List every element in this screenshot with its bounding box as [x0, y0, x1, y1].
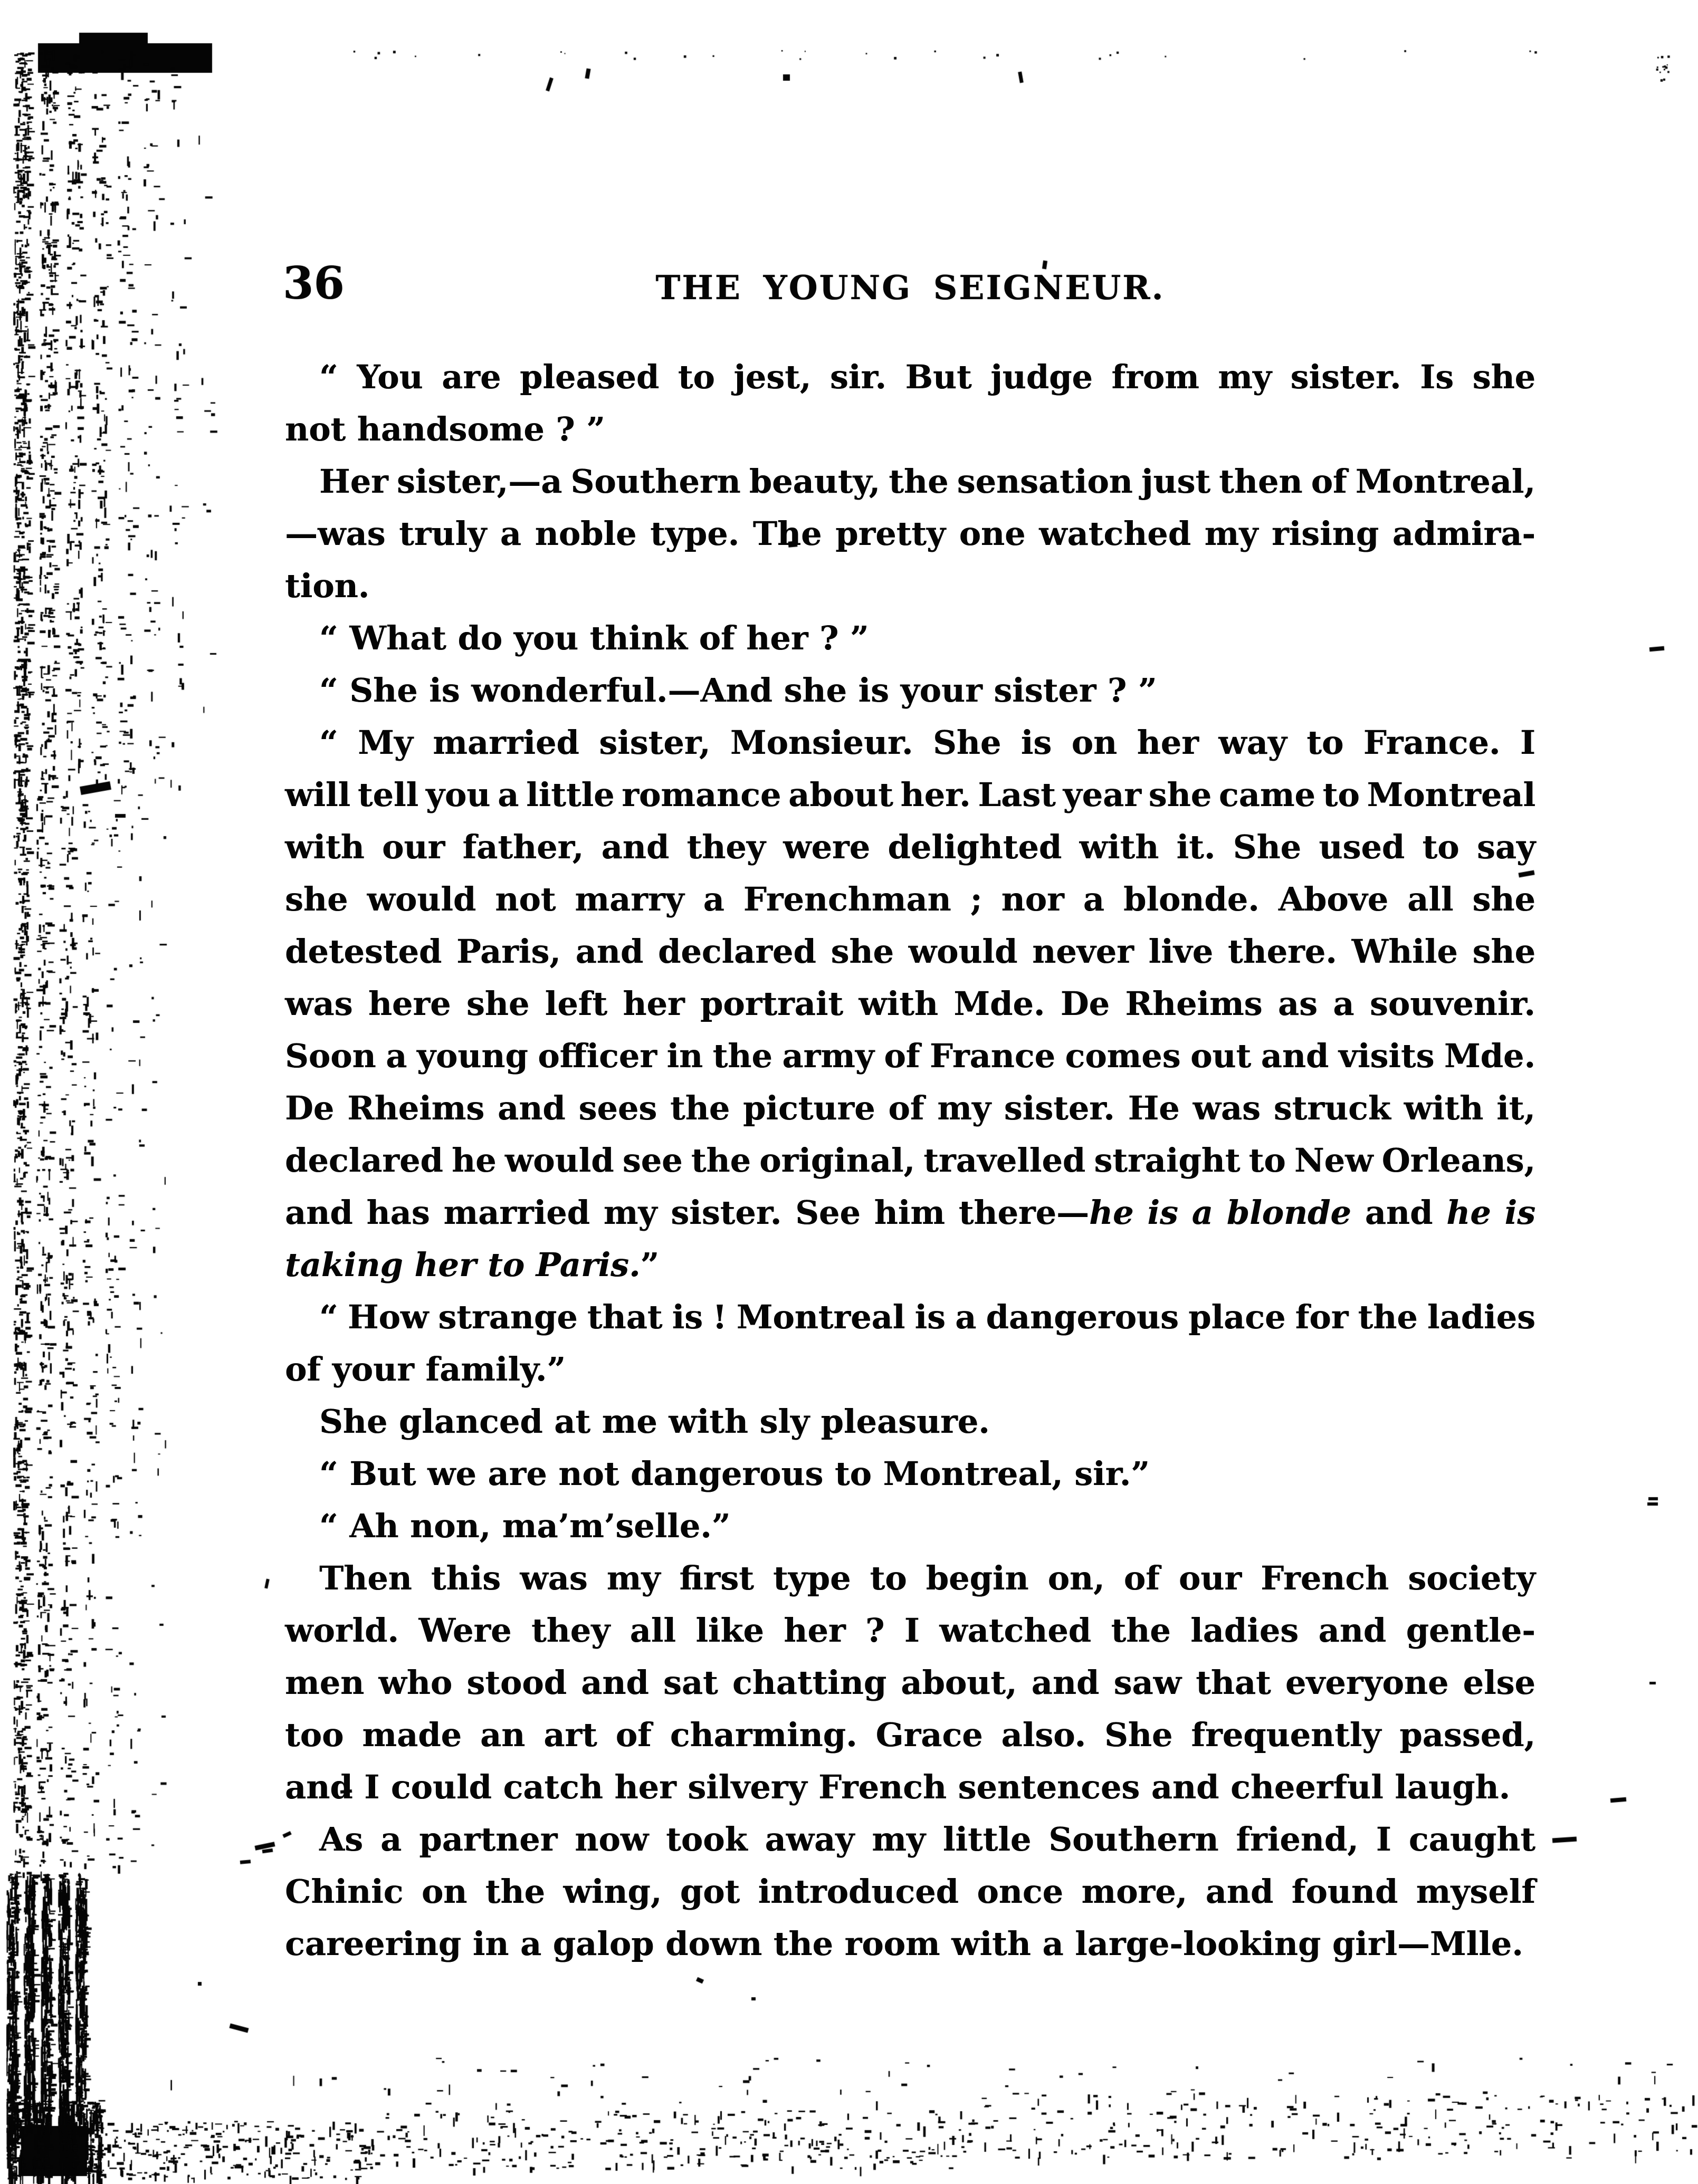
text-word: ;: [970, 880, 982, 918]
text-word: and: [601, 828, 670, 866]
text-word: Paris,: [456, 932, 561, 971]
text-segment: not handsome ? ”: [285, 410, 605, 448]
text-word: My: [358, 723, 413, 762]
text-word: She: [1233, 828, 1301, 866]
text-word: original,: [759, 1141, 915, 1180]
text-word: men: [285, 1663, 365, 1702]
text-line: [285, 769, 1535, 821]
text-word: to: [870, 1559, 907, 1597]
text-word: begin: [926, 1559, 1029, 1597]
text-word: my: [606, 1559, 661, 1597]
text-segment: ”: [640, 1246, 660, 1284]
text-word: on,: [1047, 1559, 1105, 1597]
text-word: as: [1277, 984, 1318, 1023]
text-word: visits: [1338, 1037, 1435, 1075]
text-word: would: [908, 932, 1018, 971]
text-word: him: [874, 1193, 945, 1232]
text-word: she: [466, 984, 530, 1023]
running-title: THE YOUNG SEIGNEUR.: [655, 268, 1165, 307]
text-word: noble: [535, 514, 637, 553]
text-segment: “ But we are not dangerous to Montreal, sir.”: [319, 1454, 1150, 1493]
text-line: [285, 1343, 1535, 1395]
text-word: But: [905, 358, 972, 396]
text-word: for: [1295, 1298, 1349, 1336]
text-word: married: [443, 1193, 590, 1232]
text-word: type.: [650, 514, 740, 553]
text-word: charming.: [670, 1716, 857, 1754]
text-word: it,: [1496, 1089, 1535, 1127]
text-word: she: [1472, 880, 1535, 918]
text-word: Mde.: [953, 984, 1045, 1023]
text-segment: “ What do you think of her ? ”: [319, 619, 869, 657]
text-word: strange: [438, 1298, 578, 1336]
text-word: judge: [990, 358, 1093, 396]
text-word: were: [783, 828, 871, 866]
text-word: to: [1248, 1141, 1286, 1180]
text-word: all: [629, 1611, 676, 1650]
text-word: first: [679, 1559, 754, 1597]
text-word: picture: [743, 1089, 875, 1127]
text-line: [285, 1186, 1535, 1239]
text-word: De: [1060, 984, 1110, 1023]
text-word: a: [380, 1820, 402, 1859]
text-word: now: [575, 1820, 649, 1859]
text-line: [285, 1395, 1535, 1448]
text-word: of: [1311, 462, 1347, 501]
text-word: Southern: [570, 462, 741, 501]
text-word: souvenir.: [1369, 984, 1535, 1023]
text-word: sensation: [957, 462, 1133, 501]
text-word: she: [831, 932, 894, 971]
text-word: Montreal: [736, 1298, 905, 1336]
text-word: Were: [418, 1611, 512, 1650]
text-word: with: [285, 828, 365, 866]
text-word: would: [504, 1141, 614, 1180]
text-line: [285, 1448, 1535, 1500]
text-word: married: [433, 723, 579, 762]
text-word: an: [480, 1716, 526, 1754]
text-word: from: [1111, 358, 1199, 396]
text-word: struck: [1273, 1089, 1391, 1127]
text-word: got: [680, 1872, 740, 1911]
text-word: the: [712, 1037, 772, 1075]
text-word: Chinic: [285, 1872, 404, 1911]
text-word: her.: [900, 775, 971, 814]
text-word: on: [1071, 723, 1118, 762]
text-word: with: [858, 984, 938, 1023]
text-word: is: [1147, 1193, 1178, 1232]
text-word: sir.: [829, 358, 886, 396]
text-word: France.: [1363, 723, 1501, 762]
text-word: else: [1463, 1663, 1535, 1702]
text-word: the: [670, 1089, 730, 1127]
text-word: She: [932, 723, 1001, 762]
text-word: used: [1319, 828, 1405, 866]
text-word: with: [1079, 828, 1159, 866]
text-word: De: [285, 1089, 335, 1127]
text-word: comes: [1065, 1037, 1181, 1075]
text-line: [285, 716, 1535, 769]
text-word: a: [500, 514, 521, 553]
text-word: my: [1218, 358, 1272, 396]
text-word: —was: [285, 514, 386, 553]
text-line: [285, 1918, 1535, 1970]
text-word: truly: [399, 514, 487, 553]
text-word: nor: [1001, 880, 1064, 918]
text-word: romance: [622, 775, 781, 814]
text-word: away: [765, 1820, 855, 1859]
text-word: once: [977, 1872, 1063, 1911]
text-word: declared: [285, 1141, 443, 1180]
text-word: say: [1476, 828, 1535, 866]
text-word: and: [1205, 1872, 1274, 1911]
text-word: they: [531, 1611, 610, 1650]
text-word: and: [1318, 1611, 1387, 1650]
text-word: young: [416, 1037, 528, 1075]
text-word: watched: [1039, 514, 1191, 553]
text-word: society: [1408, 1559, 1535, 1597]
text-word: a: [1083, 880, 1104, 918]
text-word: sister.: [671, 1193, 782, 1232]
text-word: Her: [319, 462, 388, 501]
text-word: tell: [357, 775, 419, 814]
text-word: to: [1306, 723, 1344, 762]
text-word: type: [772, 1559, 851, 1597]
text-word: officer: [538, 1037, 657, 1075]
text-word: Southern: [1048, 1820, 1219, 1859]
text-word: little: [942, 1820, 1032, 1859]
text-word: The: [752, 514, 822, 553]
text-line: [285, 351, 1535, 403]
text-word: the: [691, 1141, 751, 1180]
text-word: ?: [865, 1611, 885, 1650]
text-line: [285, 507, 1535, 560]
text-word: about,: [901, 1663, 1017, 1702]
text-word: She: [1104, 1716, 1173, 1754]
text-word: a: [1333, 984, 1354, 1023]
text-word: Montreal: [1367, 775, 1535, 814]
text-word: passed,: [1399, 1716, 1535, 1754]
text-line: [285, 1865, 1535, 1918]
text-segment: careering in a galop down the room with a large-looking girl—Mlle.: [285, 1924, 1523, 1963]
text-word: marry: [575, 880, 684, 918]
text-word: ladies: [1190, 1611, 1299, 1650]
text-word: sister.: [1290, 358, 1401, 396]
text-word: I: [1376, 1820, 1391, 1859]
text-word: and: [1031, 1663, 1100, 1702]
text-word: my: [872, 1820, 926, 1859]
text-word: France: [929, 1037, 1055, 1075]
text-word: like: [695, 1611, 764, 1650]
text-word: French: [1261, 1559, 1389, 1597]
text-word: caught: [1408, 1820, 1535, 1859]
text-word: more,: [1081, 1872, 1188, 1911]
text-word: took: [666, 1820, 748, 1859]
text-word: there—he: [958, 1193, 1134, 1232]
text-line: [285, 1761, 1535, 1813]
text-segment: of your family.”: [285, 1350, 566, 1388]
text-word: How: [347, 1298, 429, 1336]
text-word: her: [1137, 723, 1199, 762]
text-word: has: [366, 1193, 430, 1232]
text-word: that: [587, 1298, 663, 1336]
text-line: [285, 1656, 1535, 1709]
text-word: is: [1020, 723, 1052, 762]
text-word: to: [1322, 775, 1360, 814]
text-word: and: [498, 1089, 566, 1127]
text-word: art: [543, 1716, 597, 1754]
text-word: frequently: [1191, 1716, 1381, 1754]
text-word: and: [581, 1663, 649, 1702]
text-line: [285, 1813, 1535, 1865]
text-word: she: [285, 880, 348, 918]
text-segment: “ Ah non, ma’m’selle.”: [319, 1507, 731, 1545]
text-word: Rheims: [1125, 984, 1263, 1023]
text-line: [285, 1500, 1535, 1552]
text-word: my: [1204, 514, 1258, 553]
text-word: place: [1188, 1298, 1286, 1336]
text-word: they: [686, 828, 766, 866]
text-word: little: [526, 775, 615, 814]
text-segment: “ She is wonderful.—And she is your sister ? ”: [319, 671, 1157, 710]
text-word: one: [959, 514, 1026, 553]
text-word: army: [782, 1037, 874, 1075]
text-segment: tion.: [285, 567, 370, 605]
text-word: Montreal,: [1355, 462, 1535, 501]
text-line: [285, 560, 1535, 612]
text-word: detested: [285, 932, 442, 971]
text-word: too: [285, 1716, 344, 1754]
text-word: travelled: [923, 1141, 1086, 1180]
text-word: to: [678, 358, 715, 396]
text-word: “: [319, 358, 338, 396]
text-word: the: [1358, 1298, 1418, 1336]
page-number: 36: [283, 257, 345, 309]
text-segment: She glanced at me with sly pleasure.: [319, 1402, 990, 1441]
text-word: portrait: [700, 984, 843, 1023]
text-word: was: [1193, 1089, 1261, 1127]
text-word: partner: [419, 1820, 558, 1859]
text-word: saw: [1113, 1663, 1181, 1702]
text-word: see: [622, 1141, 683, 1180]
text-word: the: [1111, 1611, 1171, 1650]
text-word: she: [1472, 358, 1535, 396]
text-word: !: [712, 1298, 727, 1336]
text-word: admira-: [1392, 514, 1535, 553]
text-word: gentle-: [1406, 1611, 1535, 1650]
text-word: New: [1294, 1141, 1373, 1180]
text-word: was: [520, 1559, 588, 1597]
text-word: out: [1190, 1037, 1252, 1075]
text-word: Above: [1278, 880, 1389, 918]
text-line: [285, 664, 1535, 716]
text-word: that: [1196, 1663, 1271, 1702]
text-word: He: [1128, 1089, 1180, 1127]
text-word: I: [904, 1611, 920, 1650]
text-line: [285, 1082, 1535, 1134]
text-word: and: [1261, 1037, 1329, 1075]
text-word: jest,: [733, 358, 812, 396]
text-word: with: [1404, 1089, 1484, 1127]
text-word: While: [1351, 932, 1458, 971]
text-word: Orleans,: [1381, 1141, 1535, 1180]
text-word: he: [1446, 1193, 1491, 1232]
text-segment: taking her to Paris.: [285, 1246, 641, 1284]
text-word: stood: [466, 1663, 567, 1702]
text-word: her: [784, 1611, 846, 1650]
text-word: this: [431, 1559, 501, 1597]
text-word: “: [319, 1298, 338, 1336]
text-word: I: [1520, 723, 1535, 762]
text-word: my: [603, 1193, 657, 1232]
text-word: left: [545, 984, 607, 1023]
text-word: way: [1218, 723, 1287, 762]
text-word: sister.: [1004, 1089, 1115, 1127]
text-word: our: [382, 828, 445, 866]
text-word: she: [1148, 775, 1212, 814]
text-segment: and I could catch her silvery French sentences and cheerful laugh.: [285, 1768, 1511, 1806]
text-word: beauty,: [749, 462, 881, 501]
text-line: [285, 403, 1535, 455]
text-word: sister,—a: [396, 462, 562, 501]
text-word: watched: [939, 1611, 1091, 1650]
text-word: not: [495, 880, 556, 918]
text-word: Last: [978, 775, 1056, 814]
text-word: are: [442, 358, 501, 396]
text-word: and: [575, 932, 644, 971]
text-word: to: [1422, 828, 1459, 866]
text-word: year: [1063, 775, 1141, 814]
text-line: [285, 1709, 1535, 1761]
text-line: [285, 1291, 1535, 1343]
text-line: [285, 1552, 1535, 1604]
text-word: Mde.: [1444, 1037, 1535, 1075]
text-word: blonde.: [1123, 880, 1260, 918]
text-word: dangerous: [986, 1298, 1179, 1336]
text-word: never: [1032, 932, 1134, 971]
text-word: is: [914, 1298, 946, 1336]
text-word: live: [1148, 932, 1214, 971]
text-word: “: [319, 723, 338, 762]
text-word: you: [425, 775, 491, 814]
text-word: Then: [319, 1559, 412, 1597]
text-word: Monsieur.: [730, 723, 913, 762]
text-word: father,: [462, 828, 584, 866]
text-word: blonde: [1226, 1193, 1351, 1232]
text-word: sister,: [599, 723, 711, 762]
text-word: on: [421, 1872, 468, 1911]
text-word: rising: [1271, 514, 1379, 553]
text-word: just: [1141, 462, 1210, 501]
text-word: Grace: [875, 1716, 983, 1754]
text-line: [285, 1030, 1535, 1082]
text-word: who: [378, 1663, 453, 1702]
text-word: in: [666, 1037, 703, 1075]
text-word: and: [1365, 1193, 1433, 1232]
text-word: world.: [285, 1611, 399, 1650]
text-word: made: [362, 1716, 462, 1754]
text-line: [285, 1604, 1535, 1656]
text-word: pleased: [519, 358, 660, 396]
text-line: [285, 925, 1535, 978]
text-word: is: [672, 1298, 703, 1336]
text-word: delighted: [888, 828, 1062, 866]
text-line: [285, 455, 1535, 507]
text-word: also.: [1001, 1716, 1086, 1754]
text-word: here: [368, 984, 451, 1023]
text-word: sat: [663, 1663, 718, 1702]
text-word: pretty: [835, 514, 946, 553]
text-word: declared: [657, 932, 816, 971]
text-word: of: [884, 1037, 920, 1075]
text-line: [285, 821, 1535, 873]
text-word: As: [319, 1820, 364, 1859]
text-word: the: [889, 462, 949, 501]
text-word: was: [285, 984, 353, 1023]
text-word: a: [386, 1037, 407, 1075]
text-word: Rheims: [347, 1089, 485, 1127]
text-word: of: [1123, 1559, 1160, 1597]
text-word: she: [1472, 932, 1535, 971]
text-word: a: [955, 1298, 977, 1336]
text-line: [285, 1239, 1535, 1291]
text-line: [285, 873, 1535, 925]
text-word: Soon: [285, 1037, 376, 1075]
text-word: is: [1504, 1193, 1535, 1232]
text-word: our: [1178, 1559, 1242, 1597]
text-word: a: [498, 775, 519, 814]
text-word: her: [623, 984, 685, 1023]
text-word: came: [1218, 775, 1315, 814]
text-word: a: [703, 880, 724, 918]
text-word: Is: [1420, 358, 1454, 396]
text-word: my: [937, 1089, 991, 1127]
text-word: straight: [1094, 1141, 1241, 1180]
text-word: of: [888, 1089, 924, 1127]
text-word: the: [485, 1872, 545, 1911]
text-word: introduced: [758, 1872, 959, 1911]
text-word: would: [367, 880, 476, 918]
text-line: [285, 612, 1535, 664]
text-word: it.: [1176, 828, 1216, 866]
text-word: myself: [1416, 1872, 1535, 1911]
text-word: all: [1407, 880, 1454, 918]
text-word: found: [1291, 1872, 1398, 1911]
text-word: You: [357, 358, 423, 396]
text-line: [285, 978, 1535, 1030]
text-word: and: [285, 1193, 353, 1232]
text-word: will: [285, 775, 351, 814]
text-word: chatting: [732, 1663, 887, 1702]
text-word: he: [451, 1141, 497, 1180]
text-word: sees: [578, 1089, 657, 1127]
text-word: See: [795, 1193, 861, 1232]
text-word: then: [1219, 462, 1303, 501]
text-word: Frenchman: [743, 880, 951, 918]
text-word: everyone: [1285, 1663, 1449, 1702]
text-word: ladies: [1427, 1298, 1535, 1336]
text-word: there.: [1227, 932, 1337, 971]
text-word: wing,: [563, 1872, 662, 1911]
text-word: friend,: [1236, 1820, 1359, 1859]
text-word: of: [615, 1716, 652, 1754]
text-word: about: [788, 775, 893, 814]
text-word: a: [1191, 1193, 1213, 1232]
page-text-block: [285, 351, 1535, 1970]
text-line: [285, 1134, 1535, 1186]
